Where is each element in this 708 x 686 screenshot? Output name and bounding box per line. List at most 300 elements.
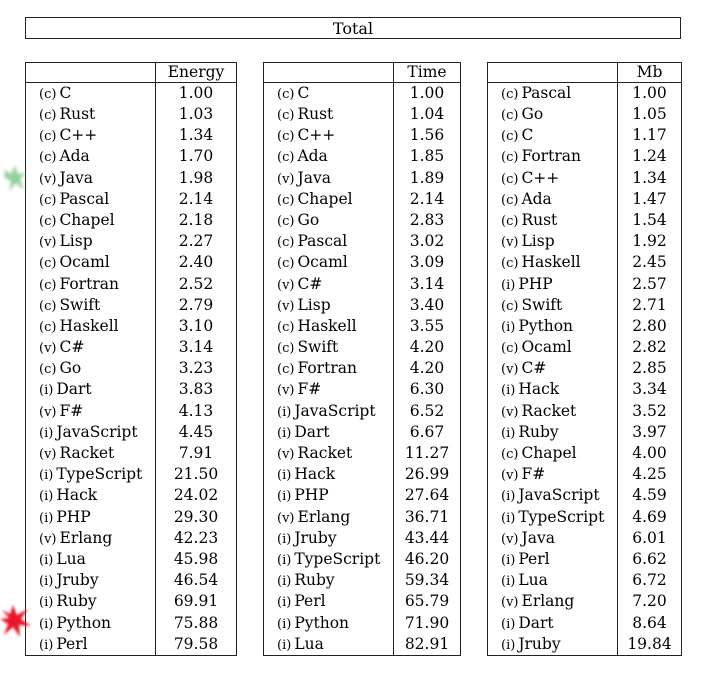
paradigm-tag: (v)	[501, 468, 519, 484]
language-name: C++	[59, 126, 98, 145]
table-row	[264, 189, 461, 210]
language-name: Haskell	[297, 316, 357, 335]
energy-value-cell: 4.45	[156, 422, 237, 443]
language-cell	[488, 168, 618, 189]
language-cell	[26, 337, 156, 358]
table-row	[488, 486, 682, 507]
language-name: Hack	[294, 465, 336, 484]
language-cell	[26, 274, 156, 295]
paradigm-tag: (v)	[501, 531, 519, 547]
time-value-cell: 1.00	[394, 83, 461, 105]
mb-value-cell: 7.20	[618, 592, 682, 613]
mb-value-cell: 6.01	[618, 528, 682, 549]
language-cell	[264, 549, 394, 570]
table-row	[264, 168, 461, 189]
language-cell	[264, 210, 394, 231]
language-name: JavaScript	[294, 401, 376, 420]
mb-value-cell: 1.34	[618, 168, 682, 189]
language-name: Pascal	[521, 83, 572, 102]
language-cell	[264, 253, 394, 274]
language-name: Racket	[59, 444, 115, 463]
table-row	[488, 422, 682, 443]
language-name: Ocaml	[59, 253, 110, 272]
language-name: Racket	[297, 444, 353, 463]
language-cell	[264, 443, 394, 464]
energy-value-cell: 1.70	[156, 147, 237, 168]
language-cell	[264, 231, 394, 252]
paradigm-tag: (c)	[39, 319, 57, 335]
paradigm-tag: (v)	[277, 277, 295, 293]
language-cell	[264, 147, 394, 168]
mb-value-cell: 4.69	[618, 507, 682, 528]
language-name: Hack	[56, 486, 98, 505]
energy-value-cell: 3.10	[156, 316, 237, 337]
time-column-header: Time	[394, 63, 461, 83]
energy-value-cell: 69.91	[156, 592, 237, 613]
language-name: Rust	[59, 105, 96, 124]
table-row	[488, 592, 682, 613]
language-name: Lisp	[297, 295, 331, 314]
language-cell	[26, 358, 156, 379]
paradigm-tag: (c)	[39, 256, 57, 272]
paradigm-tag: (i)	[277, 489, 292, 505]
language-name: C#	[59, 338, 85, 357]
paradigm-tag: (i)	[501, 319, 516, 335]
table-row	[264, 422, 461, 443]
energy-value-cell: 75.88	[156, 613, 237, 634]
language-name: Lua	[294, 634, 324, 653]
language-cell	[488, 83, 618, 105]
table-row	[488, 83, 682, 105]
table-header-row	[264, 63, 461, 83]
language-name: Fortran	[59, 274, 119, 293]
mb-value-cell: 1.17	[618, 125, 682, 146]
language-cell	[26, 380, 156, 401]
energy-value-cell: 46.54	[156, 570, 237, 591]
language-name: Go	[521, 105, 544, 124]
time-value-cell: 1.04	[394, 104, 461, 125]
language-name: Lua	[518, 571, 548, 590]
language-name: Go	[59, 359, 82, 378]
paradigm-tag: (i)	[501, 489, 516, 505]
paradigm-tag: (v)	[501, 235, 519, 251]
paradigm-tag: (c)	[277, 129, 295, 145]
language-name: Jruby	[294, 528, 337, 547]
energy-value-cell: 42.23	[156, 528, 237, 549]
time-value-cell: 6.52	[394, 401, 461, 422]
language-name: PHP	[294, 486, 329, 505]
paradigm-tag: (i)	[501, 552, 516, 568]
language-cell	[488, 125, 618, 146]
mb-value-cell: 2.80	[618, 316, 682, 337]
language-cell	[488, 528, 618, 549]
table-row	[26, 401, 237, 422]
language-cell	[26, 592, 156, 613]
table-row	[26, 189, 237, 210]
table-row	[488, 168, 682, 189]
language-cell	[264, 337, 394, 358]
paradigm-tag: (i)	[501, 277, 516, 293]
paradigm-tag: (c)	[277, 86, 295, 102]
paradigm-tag: (c)	[501, 108, 519, 124]
language-cell	[488, 464, 618, 485]
table-row	[26, 337, 237, 358]
language-cell	[26, 464, 156, 485]
time-value-cell: 82.91	[394, 634, 461, 656]
table-row	[488, 274, 682, 295]
time-value-cell: 11.27	[394, 443, 461, 464]
mb-value-cell: 19.84	[618, 634, 682, 656]
mb-value-cell: 4.25	[618, 464, 682, 485]
language-cell	[26, 549, 156, 570]
language-name: Java	[297, 168, 331, 187]
time-value-cell: 3.02	[394, 231, 461, 252]
language-name: C#	[297, 274, 323, 293]
language-name: Chapel	[297, 189, 353, 208]
table-row	[488, 401, 682, 422]
energy-value-cell: 29.30	[156, 507, 237, 528]
paradigm-tag: (c)	[501, 171, 519, 187]
table-row	[26, 507, 237, 528]
language-name: TypeScript	[518, 507, 605, 526]
language-name: Swift	[521, 295, 563, 314]
language-cell	[488, 401, 618, 422]
language-cell	[488, 549, 618, 570]
time-value-cell: 1.56	[394, 125, 461, 146]
paradigm-tag: (i)	[277, 425, 292, 441]
language-name: Hack	[518, 380, 560, 399]
language-cell	[488, 231, 618, 252]
language-name: Jruby	[56, 571, 99, 590]
language-name: Fortran	[297, 359, 357, 378]
table-row	[488, 147, 682, 168]
mb-value-cell: 2.57	[618, 274, 682, 295]
table-row	[264, 337, 461, 358]
language-cell	[264, 358, 394, 379]
time-table	[263, 62, 461, 656]
mb-value-cell: 3.34	[618, 380, 682, 401]
paradigm-tag: (i)	[39, 425, 54, 441]
language-name: Rust	[521, 210, 558, 229]
paradigm-tag: (v)	[277, 298, 295, 314]
language-name: Jruby	[518, 634, 561, 653]
language-name: Python	[294, 613, 350, 632]
table-row	[488, 231, 682, 252]
language-cell	[488, 147, 618, 168]
mb-value-cell: 1.05	[618, 104, 682, 125]
language-cell	[264, 380, 394, 401]
energy-value-cell: 2.52	[156, 274, 237, 295]
table-row	[264, 147, 461, 168]
language-name: Erlang	[521, 592, 575, 611]
paradigm-tag: (v)	[39, 447, 57, 463]
paradigm-tag: (c)	[501, 298, 519, 314]
language-name: Lua	[56, 549, 86, 568]
paradigm-tag: (c)	[501, 447, 519, 463]
paradigm-tag: (c)	[277, 213, 295, 229]
language-name: Ada	[297, 147, 328, 166]
table-row	[26, 443, 237, 464]
language-name: C++	[521, 168, 560, 187]
paradigm-tag: (i)	[277, 637, 292, 653]
time-value-cell: 2.14	[394, 189, 461, 210]
table-row	[26, 634, 237, 656]
language-name: PHP	[518, 274, 553, 293]
time-value-cell: 3.14	[394, 274, 461, 295]
paradigm-tag: (i)	[39, 574, 54, 590]
language-name: Java	[59, 168, 93, 187]
mb-value-cell: 4.00	[618, 443, 682, 464]
table-row	[488, 507, 682, 528]
table-row	[264, 507, 461, 528]
table-row	[264, 486, 461, 507]
language-name: Perl	[518, 549, 550, 568]
language-name: C	[521, 126, 534, 145]
language-name: F#	[59, 401, 84, 420]
language-cell	[26, 210, 156, 231]
language-cell	[488, 380, 618, 401]
table-row	[488, 528, 682, 549]
table-row	[26, 274, 237, 295]
paradigm-tag: (c)	[501, 86, 519, 102]
language-cell	[264, 316, 394, 337]
energy-value-cell: 1.34	[156, 125, 237, 146]
table-row	[264, 570, 461, 591]
language-cell	[488, 613, 618, 634]
mb-table	[487, 62, 682, 656]
time-value-cell: 26.99	[394, 464, 461, 485]
paradigm-tag: (i)	[39, 468, 54, 484]
language-name: F#	[297, 380, 322, 399]
time-value-cell: 2.83	[394, 210, 461, 231]
paradigm-tag: (c)	[277, 362, 295, 378]
energy-value-cell: 3.23	[156, 358, 237, 379]
table-row	[26, 231, 237, 252]
table-row	[26, 168, 237, 189]
paradigm-tag: (i)	[501, 637, 516, 653]
paradigm-tag: (v)	[39, 235, 57, 251]
time-value-cell: 3.40	[394, 295, 461, 316]
language-name: Ocaml	[297, 253, 348, 272]
language-cell	[488, 486, 618, 507]
paradigm-tag: (v)	[501, 404, 519, 420]
table-row	[488, 337, 682, 358]
paradigm-tag: (i)	[39, 637, 54, 653]
energy-value-cell: 3.14	[156, 337, 237, 358]
paradigm-tag: (i)	[501, 425, 516, 441]
time-value-cell: 43.44	[394, 528, 461, 549]
mb-value-cell: 2.45	[618, 253, 682, 274]
table-row	[488, 549, 682, 570]
language-cell	[264, 570, 394, 591]
paradigm-tag: (i)	[277, 574, 292, 590]
language-name: Erlang	[297, 507, 351, 526]
table-row	[26, 125, 237, 146]
language-name: Python	[56, 613, 112, 632]
paradigm-tag: (c)	[39, 86, 57, 102]
energy-value-cell: 1.98	[156, 168, 237, 189]
mb-value-cell: 1.47	[618, 189, 682, 210]
language-name: C#	[521, 359, 547, 378]
language-cell	[264, 104, 394, 125]
language-name: Erlang	[59, 528, 113, 547]
time-value-cell: 59.34	[394, 570, 461, 591]
language-cell	[488, 253, 618, 274]
paradigm-tag: (v)	[39, 171, 57, 187]
mb-value-cell: 2.85	[618, 358, 682, 379]
energy-value-cell: 7.91	[156, 443, 237, 464]
paradigm-tag: (i)	[277, 531, 292, 547]
table-row	[264, 358, 461, 379]
language-name: C	[297, 83, 310, 102]
paradigm-tag: (c)	[39, 108, 57, 124]
language-cell	[264, 189, 394, 210]
energy-value-cell: 4.13	[156, 401, 237, 422]
language-name: PHP	[56, 507, 91, 526]
table-row	[488, 295, 682, 316]
table-row	[488, 189, 682, 210]
language-cell	[26, 634, 156, 656]
paradigm-tag: (c)	[277, 150, 295, 166]
mb-value-cell: 2.82	[618, 337, 682, 358]
energy-table	[25, 62, 237, 656]
language-cell	[264, 634, 394, 656]
language-cell	[488, 189, 618, 210]
language-name: Chapel	[59, 210, 115, 229]
table-row	[26, 104, 237, 125]
table-row	[488, 570, 682, 591]
table-row	[264, 634, 461, 656]
table-row	[26, 570, 237, 591]
language-cell	[26, 401, 156, 422]
paradigm-tag: (v)	[39, 341, 57, 357]
table-row	[26, 253, 237, 274]
time-value-cell: 3.55	[394, 316, 461, 337]
language-cell	[488, 592, 618, 613]
language-cell	[264, 295, 394, 316]
language-cell	[26, 295, 156, 316]
paradigm-tag: (i)	[39, 552, 54, 568]
language-name: Racket	[521, 401, 577, 420]
language-cell	[488, 210, 618, 231]
language-name: JavaScript	[518, 486, 600, 505]
paradigm-tag: (c)	[39, 298, 57, 314]
time-value-cell: 71.90	[394, 613, 461, 634]
language-cell	[26, 486, 156, 507]
language-cell	[488, 443, 618, 464]
paradigm-tag: (c)	[501, 213, 519, 229]
total-title-box	[25, 17, 681, 39]
language-cell	[488, 337, 618, 358]
language-column-header	[488, 63, 618, 83]
mb-value-cell: 3.52	[618, 401, 682, 422]
language-name: JavaScript	[56, 422, 138, 441]
table-row	[264, 274, 461, 295]
table-row	[26, 295, 237, 316]
energy-value-cell: 2.27	[156, 231, 237, 252]
language-cell	[264, 486, 394, 507]
language-cell	[264, 422, 394, 443]
language-cell	[488, 104, 618, 125]
time-value-cell: 27.64	[394, 486, 461, 507]
language-name: C	[59, 83, 72, 102]
table-row	[26, 613, 237, 634]
time-value-cell: 6.67	[394, 422, 461, 443]
language-name: TypeScript	[294, 549, 381, 568]
language-name: Pascal	[297, 232, 348, 251]
language-name: Python	[518, 316, 574, 335]
table-row	[26, 592, 237, 613]
mb-value-cell: 1.24	[618, 147, 682, 168]
language-cell	[264, 274, 394, 295]
paradigm-tag: (c)	[501, 129, 519, 145]
paradigm-tag: (i)	[501, 616, 516, 632]
paradigm-tag: (i)	[501, 383, 516, 399]
paradigm-tag: (c)	[39, 192, 57, 208]
table-row	[488, 380, 682, 401]
table-row	[264, 380, 461, 401]
table-row	[26, 549, 237, 570]
language-cell	[488, 295, 618, 316]
page-title: Total	[332, 18, 374, 38]
paradigm-tag: (v)	[277, 510, 295, 526]
mb-value-cell: 3.97	[618, 422, 682, 443]
energy-value-cell: 1.03	[156, 104, 237, 125]
table-row	[264, 613, 461, 634]
language-cell	[488, 634, 618, 656]
language-cell	[264, 528, 394, 549]
language-cell	[26, 168, 156, 189]
table-row	[264, 210, 461, 231]
paradigm-tag: (c)	[501, 341, 519, 357]
language-cell	[26, 147, 156, 168]
table-row	[26, 147, 237, 168]
paradigm-tag: (i)	[501, 510, 516, 526]
language-name: Java	[521, 528, 555, 547]
language-name: Ada	[59, 147, 90, 166]
language-cell	[264, 464, 394, 485]
mb-value-cell: 8.64	[618, 613, 682, 634]
table-row	[264, 443, 461, 464]
energy-value-cell: 2.14	[156, 189, 237, 210]
language-cell	[488, 358, 618, 379]
mb-column-header: Mb	[618, 63, 682, 83]
paradigm-tag: (c)	[277, 192, 295, 208]
paradigm-tag: (v)	[277, 383, 295, 399]
table-row	[26, 464, 237, 485]
table-row	[488, 613, 682, 634]
mb-value-cell: 6.72	[618, 570, 682, 591]
paradigm-tag: (c)	[277, 256, 295, 272]
table-row	[264, 592, 461, 613]
language-cell	[26, 83, 156, 105]
energy-column-header: Energy	[156, 63, 237, 83]
language-cell	[26, 231, 156, 252]
mb-value-cell: 1.54	[618, 210, 682, 231]
time-value-cell: 1.89	[394, 168, 461, 189]
language-cell	[264, 613, 394, 634]
language-cell	[26, 104, 156, 125]
table-row	[264, 549, 461, 570]
table-row	[26, 210, 237, 231]
language-name: C++	[297, 126, 336, 145]
language-cell	[26, 125, 156, 146]
mb-value-cell: 4.59	[618, 486, 682, 507]
language-cell	[488, 507, 618, 528]
language-name: Rust	[297, 105, 334, 124]
language-column-header	[26, 63, 156, 83]
time-value-cell: 65.79	[394, 592, 461, 613]
